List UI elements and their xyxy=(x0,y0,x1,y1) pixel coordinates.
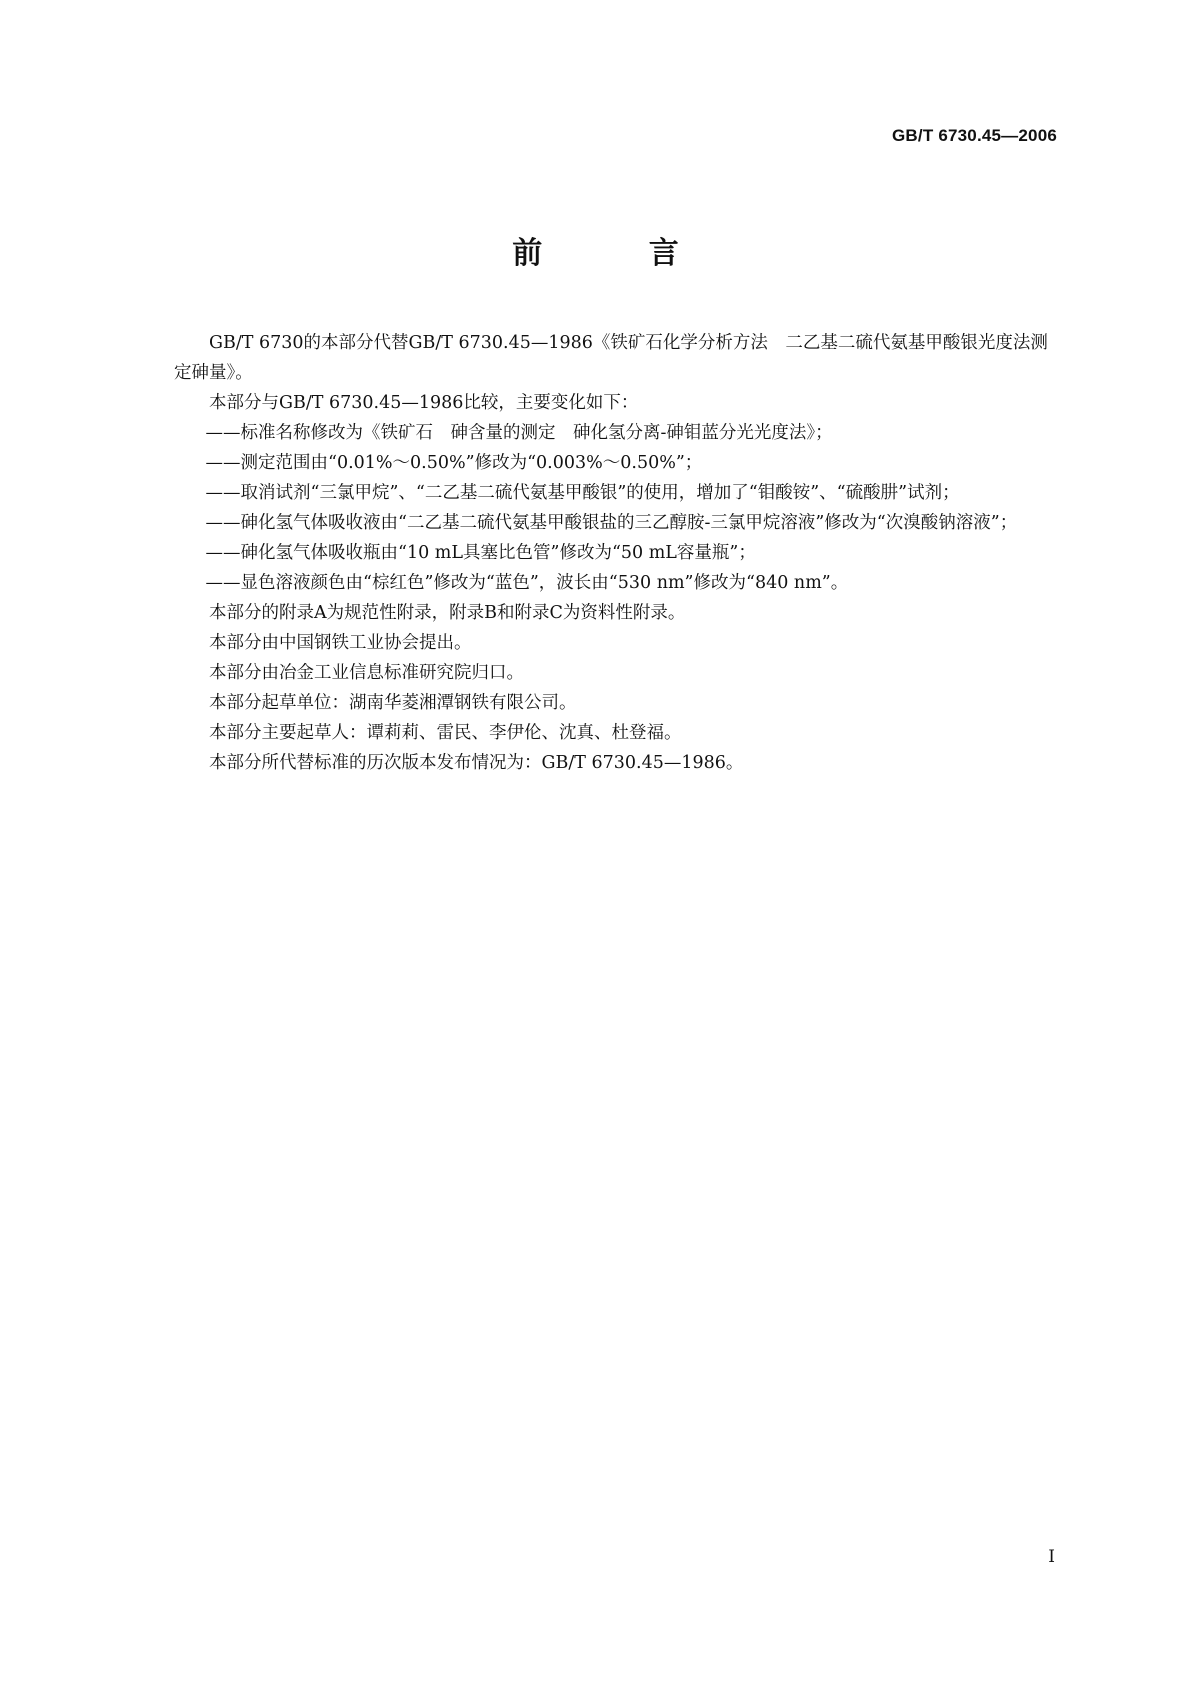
preface-body xyxy=(174,328,1058,778)
page-number: I xyxy=(1048,1547,1055,1567)
change-item: ——标准名称修改为《铁矿石 砷含量的测定 砷化氢分离-砷钼蓝分光光度法》； xyxy=(205,423,833,443)
change-item: ——砷化氢气体吸收瓶由“10 mL具塞比色管”修改为“50 mL容量瓶”； xyxy=(205,543,756,563)
paragraph-drafters: 本部分主要起草人：谭莉莉、雷民、李伊伦、沈真、杜登福。 xyxy=(209,723,682,743)
paragraph-history: 本部分所代替标准的历次版本发布情况为：GB/T 6730.45—1986。 xyxy=(209,753,744,773)
paragraph-replaces: GB/T 6730的本部分代替GB/T 6730.45—1986《铁矿石化学分析方法 二乙基二硫代氨基甲酸银光度法测定砷量》。 xyxy=(174,333,1048,383)
paragraph-drafting-unit: 本部分起草单位：湖南华菱湘潭钢铁有限公司。 xyxy=(209,693,577,713)
change-item: ——取消试剂“三氯甲烷”、“二乙基二硫代氨基甲酸银”的使用，增加了“钼酸铵”、“硫酸肼”试剂； xyxy=(205,483,960,503)
change-item: ——砷化氢气体吸收液由“二乙基二硫代氨基甲酸银盐的三乙醇胺-三氯甲烷溶液”修改为“次溴酸钠溶液”； xyxy=(205,513,1018,533)
paragraph-comparison: 本部分与GB/T 6730.45—1986比较，主要变化如下： xyxy=(209,393,639,413)
paragraph-annex: 本部分的附录A为规范性附录，附录B和附录C为资料性附录。 xyxy=(209,603,686,623)
change-item: ——显色溶液颜色由“棕红色”修改为“蓝色”，波长由“530 nm”修改为“840 nm”。 xyxy=(205,573,849,593)
paragraph-centralized-by: 本部分由冶金工业信息标准研究院归口。 xyxy=(209,663,524,683)
page-title: 前 言 xyxy=(512,236,727,271)
change-item: ——测定范围由“0.01%～0.50%”修改为“0.003%～0.50%”； xyxy=(205,453,703,473)
paragraph-proposed-by: 本部分由中国钢铁工业协会提出。 xyxy=(209,633,472,653)
standard-number: GB/T 6730.45—2006 xyxy=(892,126,1057,145)
